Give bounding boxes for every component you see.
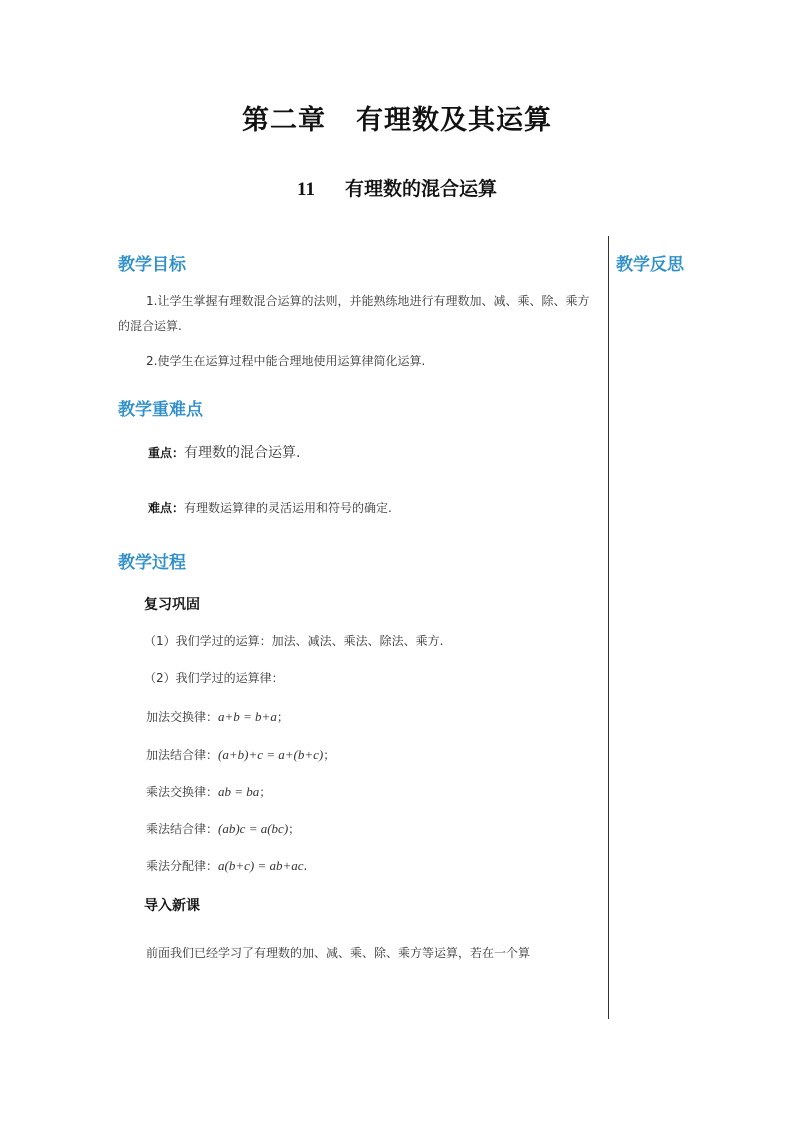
law-formula: ab = ba <box>218 784 260 799</box>
review-item-2: （2）我们学过的运算律： <box>144 671 284 685</box>
law-row <box>146 816 300 842</box>
law-formula: (ab)c = a(bc) <box>218 821 289 836</box>
key-points-heading: 教学重难点 <box>118 400 203 420</box>
law-row <box>146 779 271 805</box>
key-point <box>148 441 300 466</box>
chapter-title <box>0 98 794 137</box>
section-name: 有理数的混合运算 <box>344 178 497 200</box>
review-item-1: （1）我们学过的运算：加法、减法、乘法、除法、乘方. <box>144 634 444 648</box>
law-row <box>146 742 335 768</box>
law-end: ； <box>276 710 289 724</box>
difficulty-label: 难点： <box>148 501 185 515</box>
review-heading: 复习巩固 <box>144 597 200 613</box>
law-formula: a+b = b+a <box>218 709 277 724</box>
objectives-heading: 教学目标 <box>118 255 186 275</box>
law-end: ； <box>288 822 301 836</box>
key-point-text: 有理数的混合运算. <box>184 445 301 461</box>
law-name: 乘法交换律： <box>146 785 219 799</box>
section-number: 11 <box>297 179 315 200</box>
law-end: ； <box>259 785 272 799</box>
law-name: 乘法结合律： <box>146 822 219 836</box>
objective-item-1: 1.让学生掌握有理数混合运算的法则，并能熟练地进行有理数加、减、乘、除、乘方的混合运算. <box>118 294 590 333</box>
column-divider <box>608 236 609 1019</box>
key-point-label: 重点： <box>148 446 185 460</box>
law-name: 乘法分配律： <box>146 859 219 873</box>
intro-text: 前面我们已经学习了有理数的加、减、乘、除、乘方等运算，若在一个算 <box>146 946 531 960</box>
law-name: 加法交换律： <box>146 710 219 724</box>
law-row <box>146 704 289 730</box>
section-title <box>0 174 794 201</box>
law-formula: a(b+c) = ab+ac <box>218 858 304 873</box>
law-formula: (a+b)+c = a+(b+c) <box>218 747 324 762</box>
law-end: . <box>303 859 308 873</box>
difficulty-point <box>148 496 392 521</box>
difficulty-text: 有理数运算律的灵活运用和符号的确定. <box>184 501 392 515</box>
reflection-heading: 教学反思 <box>616 255 684 275</box>
process-heading: 教学过程 <box>118 553 186 573</box>
law-row <box>146 853 307 879</box>
objective-item-2: 2.使学生在运算过程中能合理地使用运算律简化运算. <box>146 354 426 368</box>
chapter-name: 有理数及其运算 <box>356 105 552 136</box>
law-name: 加法结合律： <box>146 748 219 762</box>
law-end: ； <box>323 748 336 762</box>
intro-heading: 导入新课 <box>144 898 200 914</box>
chapter-label: 第二章 <box>242 105 326 136</box>
